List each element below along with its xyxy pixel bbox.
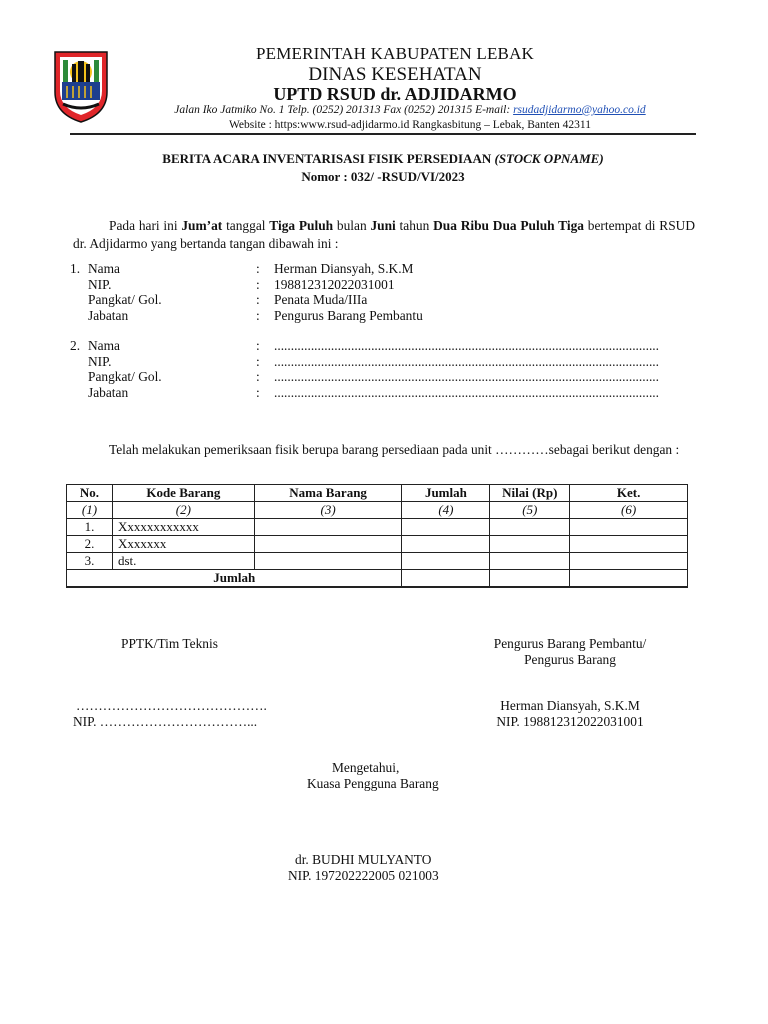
person-1-position-label: Jabatan <box>88 308 129 323</box>
header-website: Website : https:www.rsud-adjidarmo.id Rangkasbitung – Lebak, Banten 42311 <box>228 119 591 131</box>
person-2-nip-value[interactable]: ................................................................................................................... <box>274 354 659 369</box>
sign-right-title-1: Pengurus Barang Pembantu/ <box>493 636 647 651</box>
row-kode: Xxxxxxxxxxxx <box>112 519 254 536</box>
row-kode: Xxxxxxx <box>112 536 254 553</box>
row-nilai[interactable] <box>490 519 570 536</box>
inventory-table <box>66 484 688 588</box>
person-2-position-colon: : <box>256 385 260 400</box>
table-total-row <box>67 570 688 588</box>
col-number: (4) <box>402 502 490 519</box>
person-1-position-value: Pengurus Barang Pembantu <box>274 308 423 323</box>
row-nilai[interactable] <box>490 536 570 553</box>
row-nama[interactable] <box>254 536 402 553</box>
person-1-rank-colon: : <box>256 292 260 307</box>
sign-left-title: PPTK/Tim Teknis <box>121 636 218 651</box>
document-title: BERITA ACARA INVENTARISASI FISIK PERSEDIAAN (STOCK OPNAME) <box>162 151 604 166</box>
person-1-position-colon: : <box>256 308 260 323</box>
row-no: 1. <box>67 519 113 536</box>
person-2-name-colon: : <box>256 338 260 353</box>
person-2-name-label: Nama <box>88 338 120 353</box>
sign-left-nip[interactable]: NIP. ……………………………... <box>73 714 258 729</box>
header-address <box>110 104 710 116</box>
person-1-name-label: Nama <box>88 261 120 276</box>
header-government: PEMERINTAH KABUPATEN LEBAK <box>255 44 535 63</box>
person-2-rank-value[interactable]: ................................................................................................................... <box>274 369 659 384</box>
statement-paragraph: Telah melakukan pemeriksaan fisik berupa barang persediaan pada unit …………sebagai berikut dengan : <box>109 442 680 457</box>
header-institution: UPTD RSUD dr. ADJIDARMO <box>273 84 517 104</box>
email-link[interactable]: rsudadjidarmo@yahoo.co.id <box>513 104 646 116</box>
sign-right-name: Herman Diansyah, S.K.M <box>500 698 640 713</box>
row-ket[interactable] <box>570 553 688 570</box>
sign-left-name[interactable]: ……………………………………. <box>76 698 267 713</box>
col-header-nama: Nama Barang <box>254 485 402 502</box>
col-header-ket: Ket. <box>570 485 688 502</box>
address-text: Jalan Iko Jatmiko No. 1 Telp. (0252) 201313 Fax (0252) 201315 E-mail: <box>174 104 514 116</box>
row-nama[interactable] <box>254 553 402 570</box>
acknowledge-name: dr. BUDHI MULYANTO <box>295 852 432 867</box>
row-ket[interactable] <box>570 519 688 536</box>
person-2-number: 2. <box>70 338 81 353</box>
sign-right-nip: NIP. 198812312022031001 <box>496 714 644 729</box>
col-number: (5) <box>490 502 570 519</box>
title-italic: (STOCK OPNAME) <box>494 151 604 166</box>
person-1-rank-label: Pangkat/ Gol. <box>88 292 162 307</box>
intro-paragraph: Pada hari ini Jum’at tanggal Tiga Puluh bulan Juni tahun Dua Ribu Dua Puluh Tiga bertempat di RSUD dr. Adjidarmo yang bertanda tangan dibawah ini : <box>73 218 696 251</box>
col-number: (1) <box>67 502 113 519</box>
person-1-nip-value: 198812312022031001 <box>274 277 395 292</box>
person-2-rank-colon: : <box>256 369 260 384</box>
person-1-number: 1. <box>70 261 81 276</box>
sign-right-title-2: Pengurus Barang <box>524 652 616 667</box>
total-nilai[interactable] <box>490 570 570 588</box>
document-number: Nomor : 032/ -RSUD/VI/2023 <box>301 169 465 184</box>
table-row <box>67 553 688 570</box>
row-ket[interactable] <box>570 536 688 553</box>
table-row <box>67 519 688 536</box>
table-numbering-row <box>67 502 688 519</box>
acknowledge-nip: NIP. 197202222005 021003 <box>288 868 439 883</box>
person-2-position-value[interactable]: ................................................................................................................... <box>274 385 659 400</box>
table-header-row <box>67 485 688 502</box>
col-number: (6) <box>570 502 688 519</box>
person-1-nip-colon: : <box>256 277 260 292</box>
total-label: Jumlah <box>67 570 402 588</box>
row-jumlah[interactable] <box>402 519 490 536</box>
person-1-rank-value: Penata Muda/IIIa <box>274 292 368 307</box>
table-row <box>67 536 688 553</box>
row-nama[interactable] <box>254 519 402 536</box>
letterhead-divider <box>70 133 696 135</box>
person-2-name-value[interactable]: ................................................................................................................... <box>274 338 659 353</box>
person-2-nip-label: NIP. <box>88 354 112 369</box>
person-2-nip-colon: : <box>256 354 260 369</box>
col-header-kode: Kode Barang <box>112 485 254 502</box>
total-ket[interactable] <box>570 570 688 588</box>
col-header-no: No. <box>67 485 113 502</box>
col-header-nilai: Nilai (Rp) <box>490 485 570 502</box>
row-no: 2. <box>67 536 113 553</box>
total-jumlah[interactable] <box>402 570 490 588</box>
header-agency: DINAS KESEHATAN <box>308 64 482 85</box>
person-2-position-label: Jabatan <box>88 385 129 400</box>
acknowledge-label: Mengetahui, <box>332 760 400 775</box>
col-number: (3) <box>254 502 402 519</box>
row-jumlah[interactable] <box>402 536 490 553</box>
person-2-rank-label: Pangkat/ Gol. <box>88 369 162 384</box>
col-header-jumlah: Jumlah <box>402 485 490 502</box>
row-jumlah[interactable] <box>402 553 490 570</box>
person-1-name-colon: : <box>256 261 260 276</box>
row-kode: dst. <box>112 553 254 570</box>
row-no: 3. <box>67 553 113 570</box>
row-nilai[interactable] <box>490 553 570 570</box>
person-1-nip-label: NIP. <box>88 277 112 292</box>
rsud-logo <box>51 48 111 124</box>
person-1-name-value: Herman Diansyah, S.K.M <box>274 261 414 276</box>
col-number: (2) <box>112 502 254 519</box>
acknowledge-title: Kuasa Pengguna Barang <box>307 776 439 791</box>
